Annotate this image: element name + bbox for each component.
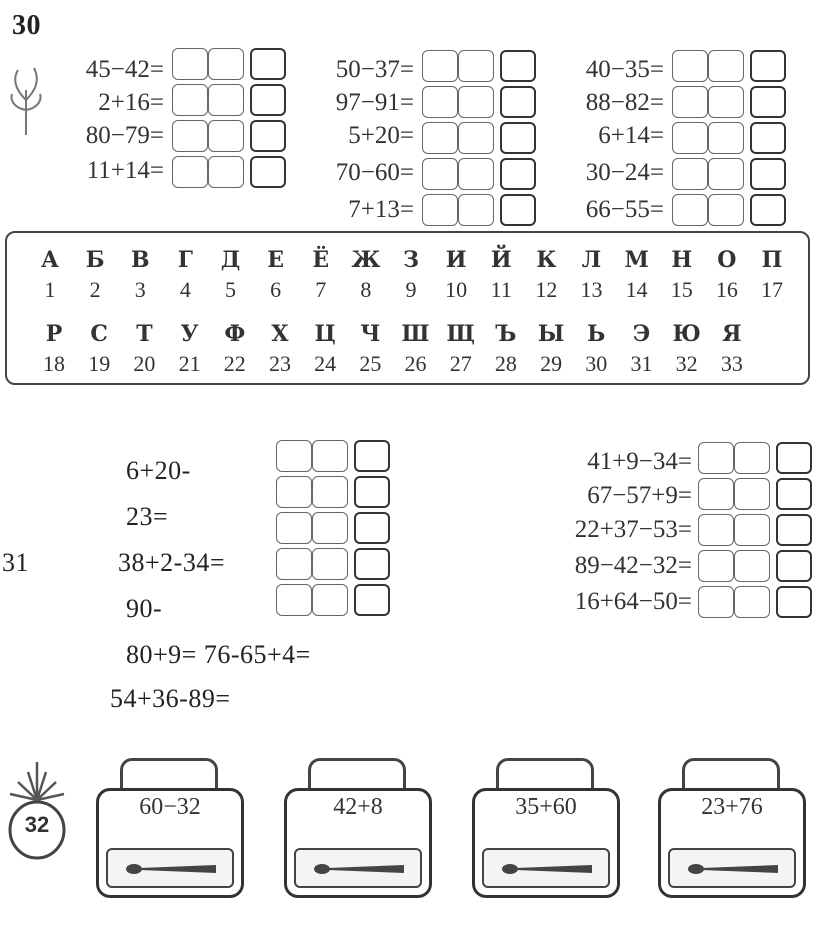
- letter-number: 12: [535, 277, 558, 302]
- letter-number: 13: [580, 277, 603, 302]
- answer-cells[interactable]: [698, 586, 812, 618]
- letter: Ф: [224, 321, 246, 347]
- letter-number: 18: [43, 351, 65, 376]
- letter-number: 14: [625, 277, 648, 302]
- spoon-icon: [126, 864, 216, 874]
- letter: Э: [632, 321, 651, 347]
- radio-expression: 60−32: [139, 794, 201, 820]
- expression: 67−57+9=: [587, 482, 692, 509]
- spoon-icon: [314, 864, 404, 874]
- letter: В: [130, 247, 150, 273]
- letter-number: 7: [315, 277, 327, 302]
- expression: 22+37−53=: [574, 516, 692, 543]
- answer-cells[interactable]: [698, 442, 812, 474]
- letter-number: 6: [270, 277, 282, 302]
- expression: 7+13=: [348, 196, 414, 223]
- answer-cells[interactable]: [172, 48, 286, 80]
- letter-number: 22: [223, 351, 246, 376]
- expression: 88−82=: [585, 89, 664, 116]
- answer-cells[interactable]: [422, 158, 536, 190]
- letter-number: 33: [720, 351, 743, 376]
- task-32-number: 32: [24, 812, 50, 837]
- letter-number: 21: [178, 351, 201, 376]
- letter-number: 3: [134, 277, 146, 302]
- radio-slot: [294, 848, 422, 888]
- letter-number: 9: [405, 277, 417, 302]
- answer-cells[interactable]: [422, 194, 536, 226]
- letter-number: 25: [359, 351, 382, 376]
- letter: Г: [177, 247, 193, 273]
- expression-line: 38+2-34=: [118, 548, 225, 577]
- radio-expression: 23+76: [701, 794, 763, 820]
- letter-number: 10: [445, 277, 468, 302]
- expression: 89−42−32=: [574, 552, 692, 579]
- letter-number: 8: [360, 277, 372, 302]
- alphabet-row-2-letters: [35, 321, 751, 347]
- answer-cells[interactable]: [172, 120, 286, 152]
- expression: 6+14=: [598, 122, 664, 149]
- letter: Д: [220, 247, 241, 273]
- letter-number: 11: [490, 277, 512, 302]
- letter: Ь: [587, 321, 606, 347]
- expression: 16+64−50=: [574, 588, 692, 615]
- letter: Ш: [401, 321, 430, 347]
- expression: 40−35=: [585, 56, 664, 83]
- letter-number: 19: [88, 351, 111, 376]
- answer-cells[interactable]: [672, 194, 786, 226]
- answer-cells[interactable]: [672, 50, 786, 82]
- letter-number: 1: [44, 277, 56, 302]
- answer-cells[interactable]: [422, 122, 536, 154]
- radio-card: [472, 758, 620, 898]
- answer-cells[interactable]: [276, 512, 390, 544]
- answer-cells[interactable]: [172, 84, 286, 116]
- alphabet-row-2-numbers: [35, 351, 751, 377]
- answer-cells[interactable]: [422, 50, 536, 82]
- alphabet-row-1-letters: [31, 247, 791, 273]
- radio-expression: 42+8: [333, 794, 383, 820]
- expression: 80−79=: [85, 122, 164, 149]
- pineapple-icon: [0, 752, 74, 862]
- answer-cells[interactable]: [276, 548, 390, 580]
- letter: Щ: [446, 321, 475, 347]
- letter: Ч: [360, 321, 381, 347]
- alphabet-table: [5, 231, 810, 385]
- answer-cells[interactable]: [672, 122, 786, 154]
- letter: Т: [136, 321, 153, 347]
- letter: Ы: [537, 321, 565, 347]
- letter: Л: [581, 247, 602, 273]
- radio-slot: [106, 848, 234, 888]
- letter-number: 28: [494, 351, 517, 376]
- radio-slot: [668, 848, 796, 888]
- letter-number: 32: [675, 351, 698, 376]
- expression: 2+16=: [98, 89, 164, 116]
- expression-line: 90-: [126, 594, 163, 623]
- answer-cells[interactable]: [276, 584, 390, 616]
- letter: Ё: [312, 247, 330, 273]
- answer-cells[interactable]: [672, 86, 786, 118]
- expression: 66−55=: [585, 196, 664, 223]
- letter: М: [624, 247, 649, 273]
- expression: 41+9−34=: [587, 448, 692, 475]
- expression: 97−91=: [335, 89, 414, 116]
- letter-number: 30: [585, 351, 608, 376]
- spoon-icon: [502, 864, 592, 874]
- letter: Н: [671, 247, 693, 273]
- expression: 11+14=: [86, 157, 164, 184]
- answer-cells[interactable]: [422, 86, 536, 118]
- task-30-number: 30: [12, 10, 41, 41]
- answer-cells[interactable]: [172, 156, 286, 188]
- answer-cells[interactable]: [276, 440, 390, 472]
- letter-number: 31: [630, 351, 653, 376]
- letter-number: 4: [179, 277, 191, 302]
- letter: С: [90, 321, 108, 347]
- letter: Ц: [314, 321, 336, 347]
- letter: И: [445, 247, 467, 273]
- expression: 70−60=: [335, 159, 414, 186]
- letter: Ъ: [495, 321, 517, 347]
- expression: 30−24=: [585, 159, 664, 186]
- letter-number: 20: [133, 351, 156, 376]
- radio-slot: [482, 848, 610, 888]
- answer-cells[interactable]: [276, 476, 390, 508]
- answer-cells[interactable]: [698, 478, 812, 510]
- letter: А: [41, 247, 59, 273]
- radio-card: [658, 758, 806, 898]
- letter-number: 17: [761, 277, 783, 302]
- letter-number: 26: [404, 351, 427, 376]
- letter: О: [717, 247, 737, 273]
- expression: 5+20=: [348, 122, 414, 149]
- expression-line: 6+20-: [126, 456, 191, 485]
- expression: 50−37=: [335, 56, 414, 83]
- letter-number: 24: [314, 351, 337, 376]
- answer-cells[interactable]: [698, 550, 812, 582]
- letter: П: [761, 247, 783, 273]
- radio-card: [284, 758, 432, 898]
- answer-cells[interactable]: [698, 514, 812, 546]
- radio-expression: 35+60: [515, 794, 577, 820]
- letter-number: 27: [449, 351, 472, 376]
- letter: Я: [722, 321, 742, 347]
- letter: Й: [490, 247, 512, 273]
- letter: Х: [271, 321, 289, 347]
- answer-cells[interactable]: [672, 158, 786, 190]
- letter-number: 5: [225, 277, 236, 302]
- letter: Е: [267, 247, 285, 273]
- expression: 45−42=: [85, 56, 164, 83]
- letter: Б: [85, 247, 105, 273]
- letter-number: 2: [89, 277, 101, 302]
- letter: Р: [45, 321, 63, 347]
- expression-line: 54+36-89=: [110, 684, 231, 713]
- expression-line: 23=: [126, 502, 169, 531]
- letter: К: [536, 247, 557, 273]
- letter-number: 16: [715, 277, 738, 302]
- expression-line: 80+9= 76-65+4=: [126, 640, 311, 669]
- letter: У: [180, 321, 199, 347]
- letter: Ж: [351, 247, 381, 273]
- letter-number: 15: [670, 277, 693, 302]
- letter-number: 29: [540, 351, 563, 376]
- letter-number: 23: [268, 351, 291, 376]
- letter: З: [403, 247, 419, 273]
- letter: Ю: [672, 321, 701, 347]
- task-31-number: 31: [2, 548, 29, 577]
- spoon-icon: [688, 864, 778, 874]
- radio-card: [96, 758, 244, 898]
- alphabet-row-1-numbers: [31, 277, 791, 303]
